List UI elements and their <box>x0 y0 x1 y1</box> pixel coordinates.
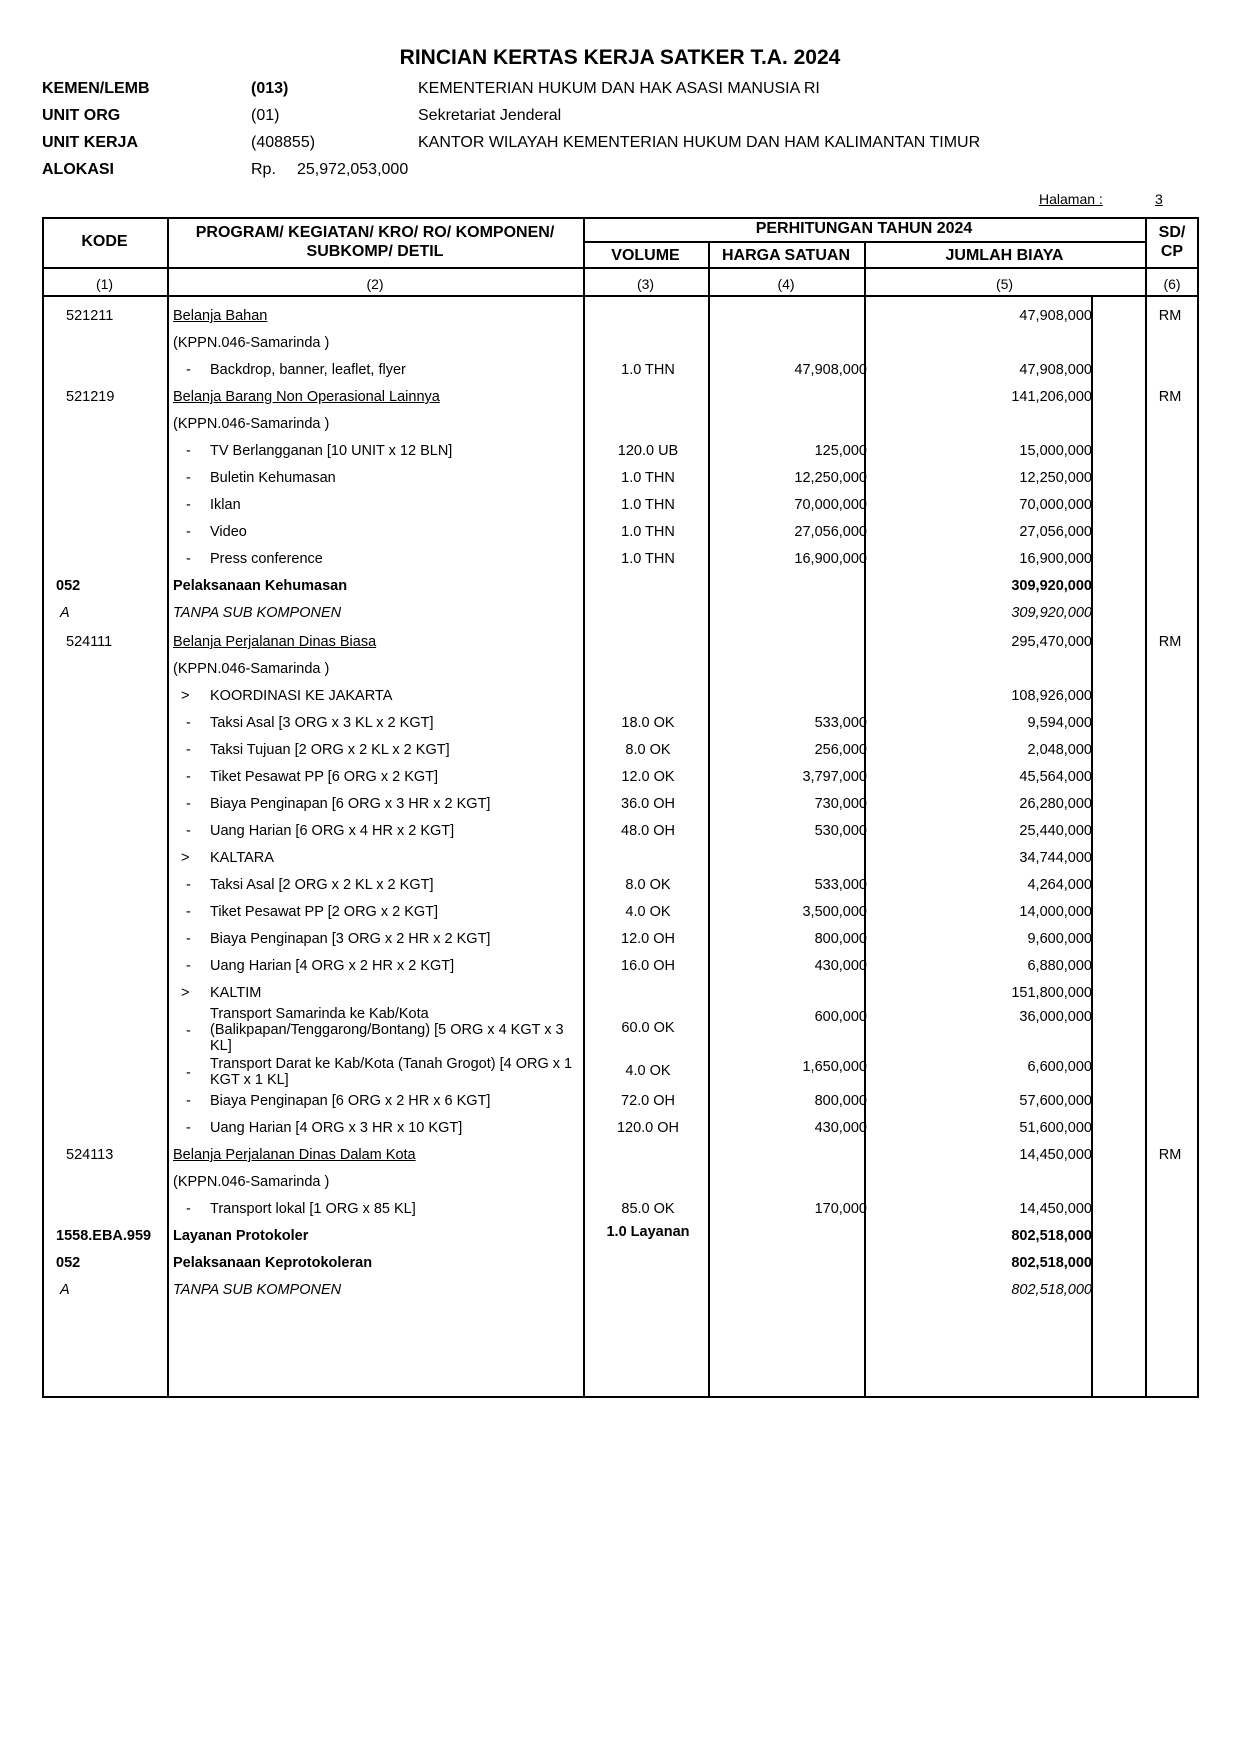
table-row <box>0 304 1240 331</box>
row-harga: 125,000 <box>814 443 867 459</box>
table-row <box>0 1089 1240 1116</box>
row-jumlah: 309,920,000 <box>1011 605 1092 621</box>
col-program-header-line1: PROGRAM/ KEGIATAN/ KRO/ RO/ KOMPONEN/ <box>195 224 555 241</box>
row-kode: 524111 <box>66 634 113 650</box>
row-harga: 47,908,000 <box>794 362 867 378</box>
row-detail: Taksi Asal [3 ORG x 3 KL x 2 KGT] <box>210 715 434 731</box>
meta-unit-org-label: UNIT ORG <box>42 107 121 124</box>
row-jumlah: 36,000,000 <box>1019 1009 1092 1025</box>
row-jumlah: 295,470,000 <box>1011 634 1092 650</box>
row-marker: - <box>186 715 191 731</box>
row-detail: Biaya Penginapan [6 ORG x 3 HR x 2 KGT] <box>210 796 491 812</box>
row-marker: - <box>186 443 191 459</box>
col-harga-header: HARGA SATUAN <box>722 247 850 264</box>
halaman-label: Halaman : <box>1039 191 1103 207</box>
row-item: Belanja Perjalanan Dinas Dalam Kota <box>173 1147 416 1163</box>
row-kode: 524113 <box>66 1147 114 1163</box>
col-number-3: (3) <box>636 276 655 292</box>
meta-kemen-desc: KEMENTERIAN HUKUM DAN HAK ASASI MANUSIA RI <box>418 80 820 97</box>
table-row <box>0 1116 1240 1143</box>
row-harga: 256,000 <box>814 742 867 758</box>
row-detail: KALTIM <box>210 985 262 1001</box>
meta-unit-kerja-code: (408855) <box>251 134 316 151</box>
halaman-number: 3 <box>1155 191 1163 207</box>
table-row <box>0 520 1240 547</box>
col-perhitungan-header: PERHITUNGAN TAHUN 2024 <box>755 220 973 237</box>
table-row <box>0 819 1240 846</box>
meta-alokasi <box>42 161 1192 185</box>
row-jumlah: 151,800,000 <box>1011 985 1092 1001</box>
row-jumlah: 14,450,000 <box>1019 1201 1092 1217</box>
col-sdcp-header-line2: CP <box>1160 243 1184 260</box>
row-marker: - <box>186 551 191 567</box>
row-detail: Tiket Pesawat PP [2 ORG x 2 KGT] <box>210 904 439 920</box>
row-detail: KOORDINASI KE JAKARTA <box>210 688 393 704</box>
row-detail: Tiket Pesawat PP [6 ORG x 2 KGT] <box>210 769 439 785</box>
row-detail: Uang Harian [4 ORG x 3 HR x 10 KGT] <box>210 1120 463 1136</box>
meta-unit-org <box>42 107 1192 131</box>
row-volume: 85.0 OK <box>621 1201 675 1217</box>
row-marker: - <box>186 958 191 974</box>
row-kode: 521211 <box>66 308 114 324</box>
table-row <box>0 900 1240 927</box>
meta-alokasi-label: ALOKASI <box>42 161 114 178</box>
row-jumlah: 45,564,000 <box>1019 769 1092 785</box>
row-jumlah: 15,000,000 <box>1019 443 1092 459</box>
row-marker: > <box>181 688 190 704</box>
row-marker: - <box>186 1093 191 1109</box>
meta-unit-kerja-desc: KANTOR WILAYAH KEMENTERIAN HUKUM DAN HAM KALIMANTAN TIMUR <box>418 134 981 151</box>
table-row <box>0 1143 1240 1170</box>
meta-kemen-label: KEMEN/LEMB <box>42 80 150 97</box>
col-kode-header: KODE <box>81 233 128 250</box>
row-harga: 533,000 <box>814 715 867 731</box>
row-harga: 16,900,000 <box>794 551 867 567</box>
row-jumlah: 309,920,000 <box>1011 578 1092 594</box>
row-jumlah: 4,264,000 <box>1027 877 1092 893</box>
row-item: TANPA SUB KOMPONEN <box>173 605 342 621</box>
row-volume: 4.0 OK <box>625 1063 671 1079</box>
row-detail: Uang Harian [6 ORG x 4 HR x 2 KGT] <box>210 823 455 839</box>
row-marker: > <box>181 850 190 866</box>
row-item: (KPPN.046-Samarinda ) <box>173 335 330 351</box>
row-jumlah: 26,280,000 <box>1019 796 1092 812</box>
row-jumlah: 12,250,000 <box>1019 470 1092 486</box>
row-harga: 430,000 <box>814 1120 867 1136</box>
table-row <box>0 954 1240 981</box>
col-program-header-line2: SUBKOMP/ DETIL <box>306 243 444 260</box>
row-detail: Taksi Tujuan [2 ORG x 2 KL x 2 KGT] <box>210 742 450 758</box>
row-harga: 533,000 <box>814 877 867 893</box>
table-row <box>0 1004 1240 1054</box>
table-row <box>0 601 1240 628</box>
table-row <box>0 439 1240 466</box>
row-jumlah: 2,048,000 <box>1027 742 1092 758</box>
row-harga: 1,650,000 <box>802 1059 867 1075</box>
row-marker: - <box>186 1201 191 1217</box>
row-harga: 800,000 <box>814 931 867 947</box>
row-volume: 8.0 OK <box>625 742 671 758</box>
row-harga: 27,056,000 <box>794 524 867 540</box>
table-row <box>0 1278 1240 1305</box>
row-jumlah: 802,518,000 <box>1011 1282 1092 1298</box>
row-jumlah: 47,908,000 <box>1019 362 1092 378</box>
row-volume: 18.0 OK <box>621 715 675 731</box>
row-item: Belanja Perjalanan Dinas Biasa <box>173 634 377 650</box>
table-row <box>0 711 1240 738</box>
row-volume: 120.0 OH <box>616 1120 680 1136</box>
row-item: TANPA SUB KOMPONEN <box>173 1282 342 1298</box>
row-volume: 4.0 OK <box>625 904 671 920</box>
table-row <box>0 1197 1240 1224</box>
col-number-5: (5) <box>995 276 1014 292</box>
row-sdcp: RM <box>1158 308 1182 324</box>
row-marker: - <box>186 769 191 785</box>
table-row <box>0 574 1240 601</box>
row-marker: - <box>186 742 191 758</box>
row-kode: A <box>60 1282 70 1298</box>
row-harga: 600,000 <box>814 1009 867 1025</box>
table-row <box>0 765 1240 792</box>
meta-unit-kerja-label: UNIT KERJA <box>42 134 139 151</box>
row-volume: 48.0 OH <box>621 823 675 839</box>
row-marker: - <box>186 931 191 947</box>
meta-alokasi-amount: 25,972,053,000 <box>297 161 409 178</box>
row-harga: 12,250,000 <box>794 470 867 486</box>
row-detail: TV Berlangganan [10 UNIT x 12 BLN] <box>210 443 453 459</box>
row-marker: > <box>181 985 190 1001</box>
row-detail: Backdrop, banner, leaflet, flyer <box>210 362 406 378</box>
meta-unit-org-code: (01) <box>251 107 280 124</box>
row-kode: A <box>60 605 70 621</box>
row-marker: - <box>186 497 191 513</box>
table-row <box>0 873 1240 900</box>
row-jumlah: 6,880,000 <box>1027 958 1092 974</box>
row-item: Layanan Protokoler <box>173 1228 309 1244</box>
col-number-1: (1) <box>95 276 114 292</box>
row-kode: 052 <box>56 1255 81 1271</box>
row-harga: 70,000,000 <box>794 497 867 513</box>
row-jumlah: 9,594,000 <box>1027 715 1092 731</box>
row-sdcp: RM <box>1158 634 1182 650</box>
row-sdcp: RM <box>1158 1147 1182 1163</box>
meta-alokasi-currency: Rp. <box>251 161 276 178</box>
row-jumlah: 16,900,000 <box>1019 551 1092 567</box>
meta-unit-org-desc: Sekretariat Jenderal <box>418 107 562 124</box>
row-detail: Iklan <box>210 497 241 513</box>
row-detail: Uang Harian [4 ORG x 2 HR x 2 KGT] <box>210 958 455 974</box>
row-item: (KPPN.046-Samarinda ) <box>173 1174 330 1190</box>
row-marker: - <box>186 1120 191 1136</box>
row-volume: 12.0 OH <box>621 931 675 947</box>
row-detail: Biaya Penginapan [6 ORG x 2 HR x 6 KGT] <box>210 1093 491 1109</box>
row-marker: - <box>186 362 191 378</box>
row-jumlah: 27,056,000 <box>1019 524 1092 540</box>
row-volume: 1.0 THN <box>621 470 675 486</box>
meta-kemen <box>42 80 1192 104</box>
table-row <box>0 1251 1240 1278</box>
row-volume: 16.0 OH <box>621 958 675 974</box>
row-sdcp: RM <box>1158 389 1182 405</box>
row-jumlah: 802,518,000 <box>1011 1228 1092 1244</box>
row-marker: - <box>186 823 191 839</box>
row-detail: Transport lokal [1 ORG x 85 KL] <box>210 1201 416 1217</box>
row-item: Pelaksanaan Keprotokoleran <box>173 1255 373 1271</box>
header-line <box>42 267 1199 269</box>
row-detail: Buletin Kehumasan <box>210 470 336 486</box>
row-kode: 1558.EBA.959 <box>56 1228 152 1244</box>
row-detail: Transport Samarinda ke Kab/Kota (Balikpapan/Tenggarong/Bontang) [5 ORG x 4 KGT x 3 KL] <box>210 1006 564 1054</box>
row-volume: 1.0 THN <box>621 551 675 567</box>
row-volume: 1.0 Layanan <box>606 1224 690 1240</box>
table-row <box>0 1224 1240 1251</box>
row-item: Pelaksanaan Kehumasan <box>173 578 348 594</box>
row-harga: 170,000 <box>814 1201 867 1217</box>
row-jumlah: 34,744,000 <box>1019 850 1092 866</box>
row-kode: 521219 <box>66 389 115 405</box>
row-jumlah: 14,000,000 <box>1019 904 1092 920</box>
row-jumlah: 57,600,000 <box>1019 1093 1092 1109</box>
row-marker: - <box>186 877 191 893</box>
meta-unit-kerja <box>42 134 1192 158</box>
row-volume: 60.0 OK <box>621 1020 675 1036</box>
row-harga: 530,000 <box>814 823 867 839</box>
row-harga: 800,000 <box>814 1093 867 1109</box>
row-marker: - <box>186 1023 191 1039</box>
table-row <box>0 738 1240 765</box>
table-row <box>0 684 1240 711</box>
table-row <box>0 927 1240 954</box>
row-jumlah: 6,600,000 <box>1027 1059 1092 1075</box>
table-row <box>0 1170 1240 1197</box>
table-row <box>0 412 1240 439</box>
row-item: (KPPN.046-Samarinda ) <box>173 661 330 677</box>
row-volume: 72.0 OH <box>621 1093 675 1109</box>
col-jumlah-header: JUMLAH BIAYA <box>945 247 1064 264</box>
row-marker: - <box>186 904 191 920</box>
row-volume: 36.0 OH <box>621 796 675 812</box>
table-row <box>0 1054 1240 1091</box>
table-row <box>0 846 1240 873</box>
row-volume: 1.0 THN <box>621 524 675 540</box>
row-marker: - <box>186 796 191 812</box>
table-row <box>0 547 1240 574</box>
col-number-4: (4) <box>777 276 795 292</box>
row-kode: 052 <box>56 578 81 594</box>
row-marker: - <box>186 470 191 486</box>
col-number-2: (2) <box>366 276 384 292</box>
row-volume: 8.0 OK <box>625 877 671 893</box>
row-item: (KPPN.046-Samarinda ) <box>173 416 330 432</box>
row-volume: 1.0 THN <box>621 497 675 513</box>
row-detail: KALTARA <box>210 850 274 866</box>
row-harga: 430,000 <box>814 958 867 974</box>
meta-kemen-code: (013) <box>251 80 289 97</box>
table-row <box>0 385 1240 412</box>
table-row <box>0 630 1240 657</box>
page-title: RINCIAN KERTAS KERJA SATKER T.A. 2024 <box>399 46 841 69</box>
row-jumlah: 47,908,000 <box>1019 308 1092 324</box>
row-jumlah: 108,926,000 <box>1011 688 1092 704</box>
row-marker: - <box>186 1065 191 1081</box>
row-item: Belanja Barang Non Operasional Lainnya <box>173 389 440 405</box>
col-volume-header: VOLUME <box>611 247 680 264</box>
table-row <box>0 657 1240 684</box>
row-detail: Transport Darat ke Kab/Kota (Tanah Grogot) [4 ORG x 1 KGT x 1 KL] <box>210 1056 573 1088</box>
row-harga: 730,000 <box>814 796 867 812</box>
row-detail: Biaya Penginapan [3 ORG x 2 HR x 2 KGT] <box>210 931 491 947</box>
table-row <box>0 493 1240 520</box>
row-jumlah: 802,518,000 <box>1011 1255 1092 1271</box>
header-subline <box>583 241 1145 243</box>
row-harga: 3,500,000 <box>802 904 867 920</box>
row-detail: Press conference <box>210 551 323 567</box>
row-jumlah: 14,450,000 <box>1019 1147 1092 1163</box>
col-sdcp-header-line1: SD/ <box>1158 224 1186 241</box>
table-row <box>0 466 1240 493</box>
col-number-6: (6) <box>1163 276 1181 292</box>
row-jumlah: 9,600,000 <box>1027 931 1092 947</box>
row-volume: 120.0 UB <box>617 443 679 459</box>
row-item: Belanja Bahan <box>173 308 268 324</box>
table-row <box>0 331 1240 358</box>
colnum-line <box>42 295 1199 297</box>
table-row <box>0 792 1240 819</box>
row-jumlah: 141,206,000 <box>1011 389 1092 405</box>
row-jumlah: 25,440,000 <box>1019 823 1092 839</box>
row-detail: Video <box>210 524 247 540</box>
row-harga: 3,797,000 <box>802 769 867 785</box>
row-marker: - <box>186 524 191 540</box>
row-volume: 12.0 OK <box>621 769 675 785</box>
row-volume: 1.0 THN <box>621 362 675 378</box>
row-detail: Taksi Asal [2 ORG x 2 KL x 2 KGT] <box>210 877 434 893</box>
table-row <box>0 358 1240 385</box>
row-jumlah: 70,000,000 <box>1019 497 1092 513</box>
row-jumlah: 51,600,000 <box>1019 1120 1092 1136</box>
